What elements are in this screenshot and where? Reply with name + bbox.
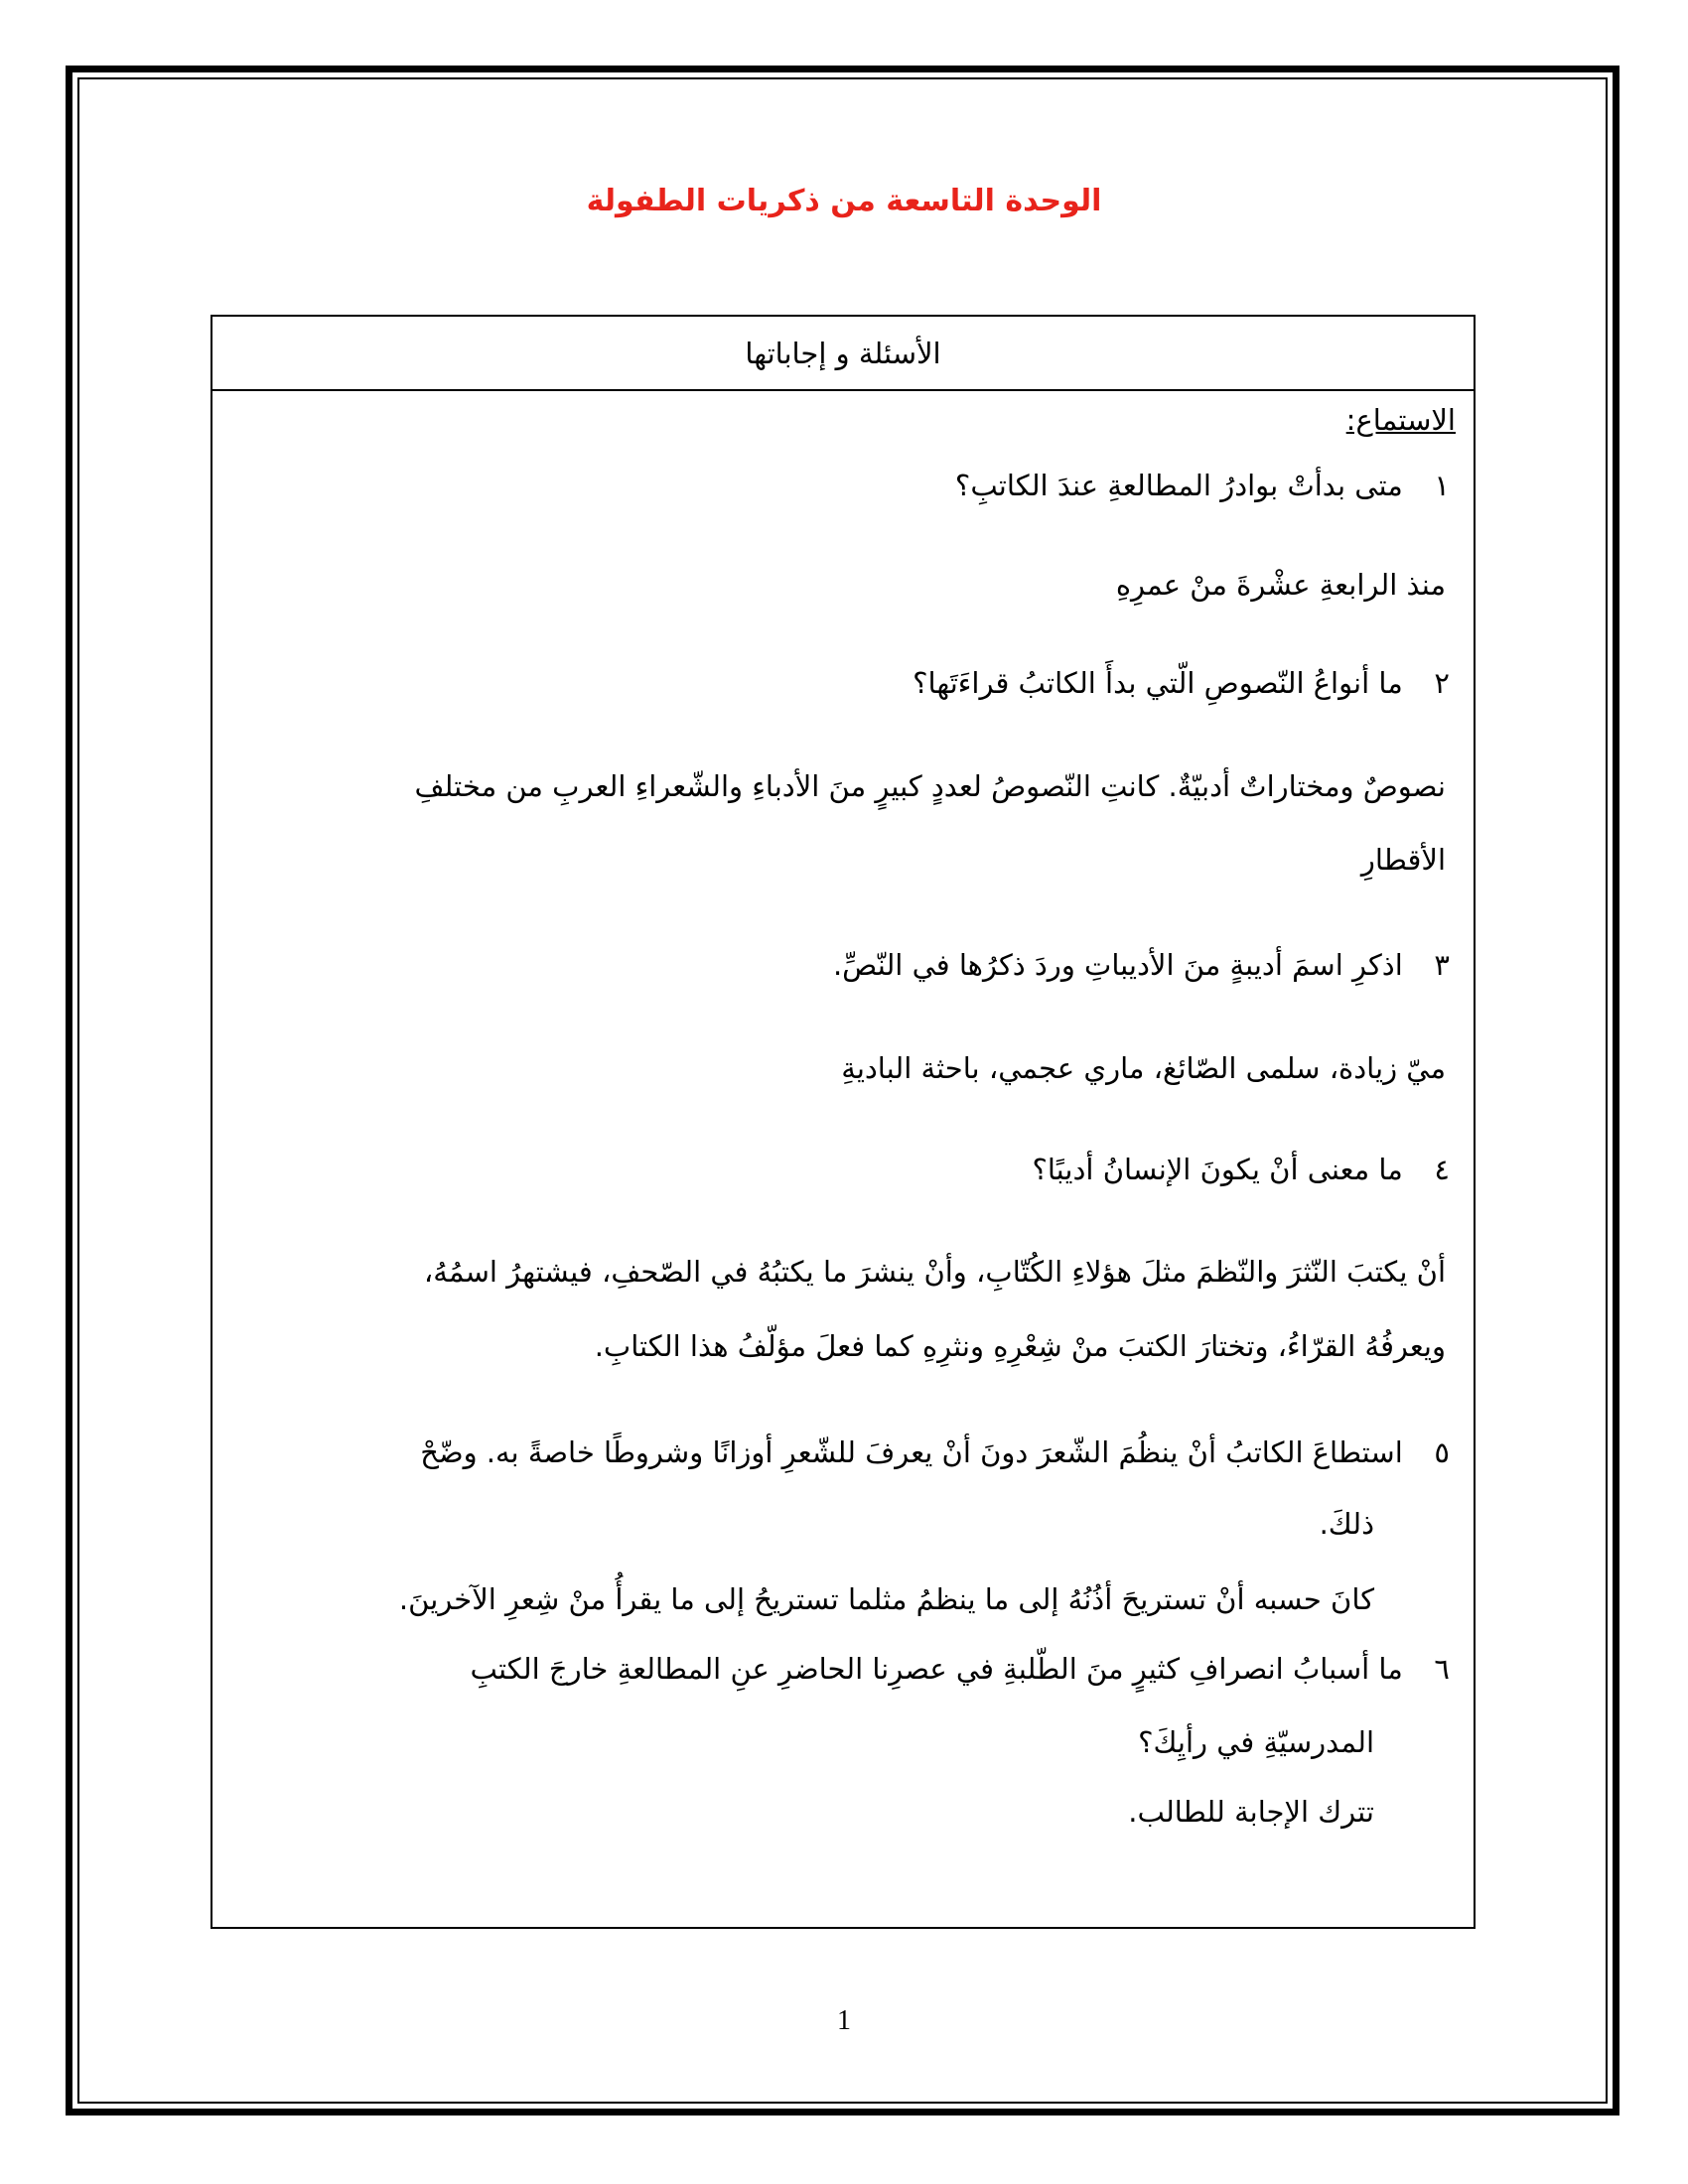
question-2 xyxy=(232,666,1450,700)
answer-3: ميّ زيادة، سلمى الصّائغ، ماري عجمي، باحثة الباديةِ xyxy=(841,1051,1446,1085)
unit-title: الوحدة التاسعة من ذكريات الطفولة xyxy=(586,184,1102,218)
question-text: اذكرِ اسمَ أديبةٍ منَ الأديباتِ وردَ ذكرُها في النّصِّ. xyxy=(832,948,1403,982)
question-4 xyxy=(232,1153,1450,1186)
question-6-line-2: المدرسيّةِ في رأيِكَ؟ xyxy=(1138,1725,1374,1759)
answer-2-line-1: نصوصٌ ومختاراتٌ أدبيّةٌ. كانتِ النّصوصُ لعددٍ كبيرٍ منَ الأدباءِ والشّعراءِ العربِ من مختلفِ xyxy=(414,769,1446,803)
answer-2-line-2: الأقطارِ xyxy=(1360,843,1446,877)
answer-5: كانَ حسبه أنْ تستريحَ أذُنُهُ إلى ما ينظمُ مثلما تستريحُ إلى ما يقرأُ منْ شِعرِ الآخرينَ. xyxy=(398,1582,1374,1616)
question-text: استطاعَ الكاتبُ أنْ ينظُمَ الشّعرَ دونَ أنْ يعرفَ للشّعرِ أوزانًا وشروطًا خاصةً به. وضّحْ xyxy=(420,1435,1403,1469)
question-5-line-2: ذلكَ. xyxy=(1319,1507,1374,1541)
question-text: ما أسبابُ انصرافِ كثيرٍ منَ الطّلبةِ في عصرِنا الحاضرِ عنِ المطالعةِ خارجَ الكتبِ xyxy=(470,1652,1403,1686)
answer-6: تترك الإجابة للطالب. xyxy=(1128,1795,1374,1829)
question-number: ١ xyxy=(1434,469,1450,502)
question-number: ٣ xyxy=(1434,948,1450,982)
answer-1: منذ الرابعةِ عشْرةَ منْ عمرِهِ xyxy=(1115,568,1446,602)
question-text: ما معنى أنْ يكونَ الإنسانُ أديبًا؟ xyxy=(1032,1153,1403,1186)
question-number: ٥ xyxy=(1434,1435,1450,1469)
page-number: 1 xyxy=(837,2005,851,2036)
question-1 xyxy=(232,469,1450,502)
answer-4-line-2: ويعرفُهُ القرّاءُ، وتختارَ الكتبَ منْ شِعْرِهِ ونثرِهِ كما فعلَ مؤلّفُ هذا الكتابِ. xyxy=(594,1329,1446,1363)
table-header: الأسئلة و إجاباتها xyxy=(212,317,1474,391)
question-6-line-1 xyxy=(232,1652,1450,1686)
answer-4-line-1: أنْ يكتبَ النّثرَ والنّظمَ مثلَ هؤلاءِ الكُتّابِ، وأنْ ينشرَ ما يكتبُهُ في الصّحفِ، فيشتهرُ اسمُهُ، xyxy=(423,1255,1446,1289)
question-5-line-1 xyxy=(232,1435,1450,1469)
question-number: ٢ xyxy=(1434,666,1450,700)
question-text: متى بدأتْ بوادرُ المطالعةِ عندَ الكاتبِ؟ xyxy=(954,469,1403,502)
question-3 xyxy=(232,948,1450,982)
question-text: ما أنواعُ النّصوصِ الّتي بدأَ الكاتبُ قراءَتَها؟ xyxy=(913,666,1403,700)
question-number: ٦ xyxy=(1434,1652,1450,1686)
question-number: ٤ xyxy=(1434,1153,1450,1186)
section-label: الاستماع: xyxy=(1345,403,1456,437)
qa-table xyxy=(211,315,1476,1929)
